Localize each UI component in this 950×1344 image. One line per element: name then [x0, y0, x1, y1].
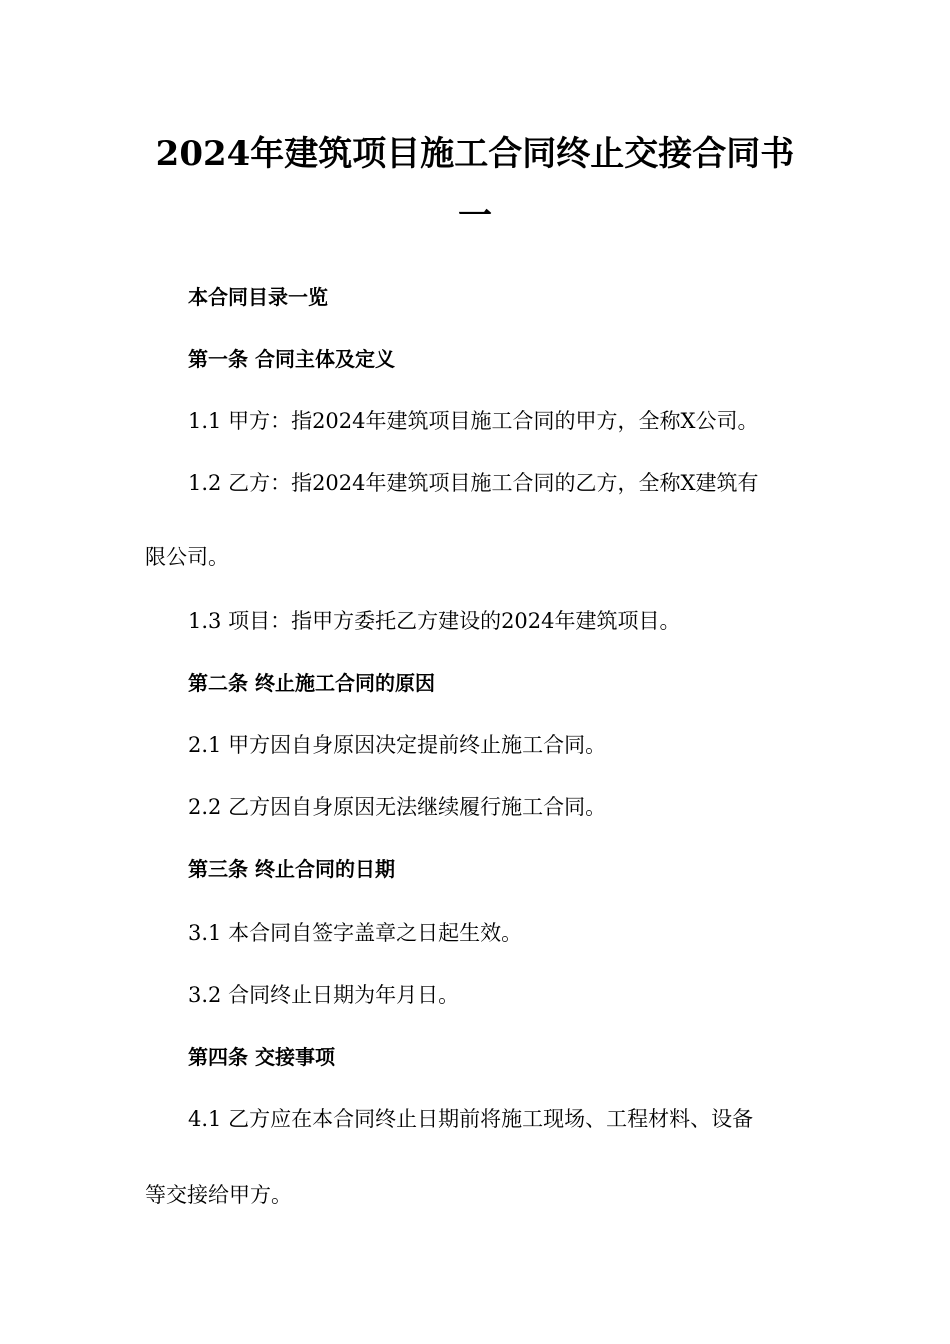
- section-heading-4: 第四条 交接事项: [188, 1045, 335, 1069]
- clause-1-3: 1.3 项目：指甲方委托乙方建设的2024年建筑项目。: [188, 609, 681, 633]
- clause-4-1-cont: 等交接给甲方。: [145, 1183, 292, 1207]
- section-heading-1: 第一条 合同主体及定义: [188, 347, 395, 371]
- toc-heading: 本合同目录一览: [188, 285, 328, 309]
- document-title-line2: 一: [458, 196, 492, 236]
- clause-1-2: 1.2 乙方：指2024年建筑项目施工合同的乙方，全称X建筑有: [188, 471, 759, 495]
- clause-2-1: 2.1 甲方因自身原因决定提前终止施工合同。: [188, 733, 607, 757]
- clause-2-2: 2.2 乙方因自身原因无法继续履行施工合同。: [188, 795, 607, 819]
- clause-3-2: 3.2 合同终止日期为年月日。: [188, 983, 460, 1007]
- section-heading-2: 第二条 终止施工合同的原因: [188, 671, 435, 695]
- clause-1-1: 1.1 甲方：指2024年建筑项目施工合同的甲方，全称X公司。: [188, 409, 759, 433]
- section-heading-3: 第三条 终止合同的日期: [188, 857, 395, 881]
- clause-3-1: 3.1 本合同自签字盖章之日起生效。: [188, 921, 523, 945]
- clause-4-1: 4.1 乙方应在本合同终止日期前将施工现场、工程材料、设备: [188, 1107, 754, 1131]
- clause-1-2-cont: 限公司。: [145, 545, 229, 569]
- document-title: 2024年建筑项目施工合同终止交接合同书: [155, 134, 795, 174]
